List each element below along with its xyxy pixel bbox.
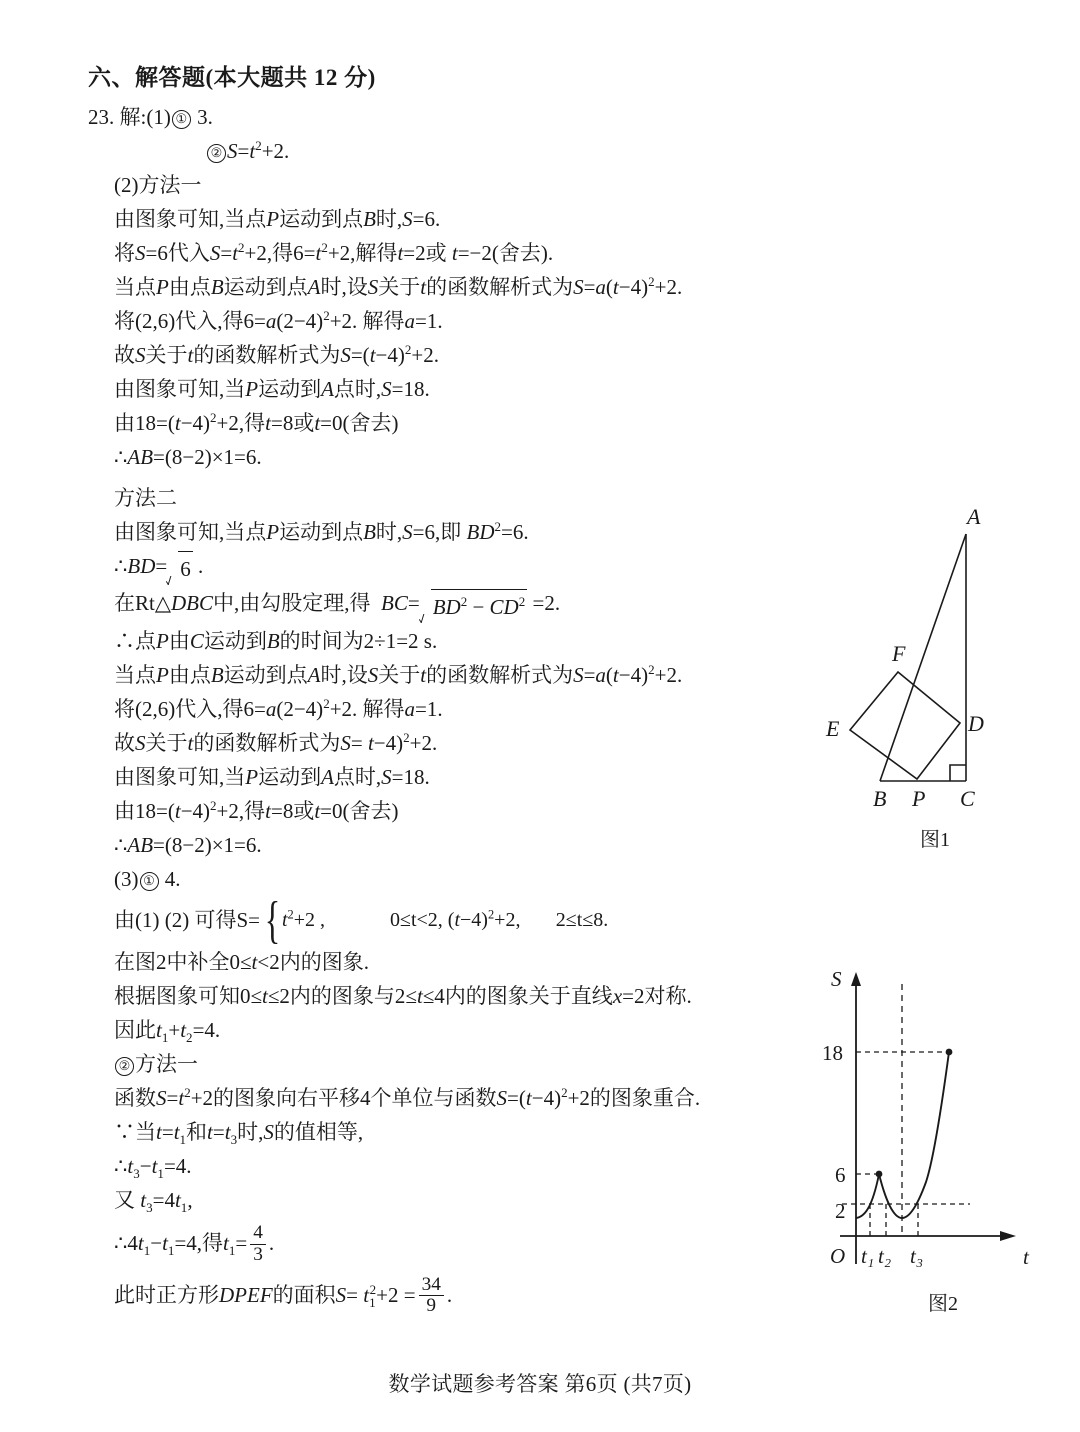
sqrt-icon: 6 [167, 550, 193, 586]
part3-value: 4. [164, 866, 181, 891]
circled-one-icon: ① [140, 872, 159, 891]
figure-1-drawing [810, 486, 1060, 816]
sqrt-icon: $BD^2 - CD^2$ [420, 588, 528, 624]
figure-2-caption: 图2 [928, 1293, 958, 1315]
problem-23-line-2: ② $S=t^2+2$. [88, 134, 828, 168]
left-brace-icon: { [264, 891, 281, 949]
method2-line-1: 由图象可知,当点P运动到点B时,S=6,即 $BD^2=6$. [114, 519, 529, 545]
label-P: P [912, 786, 926, 811]
x-tick-t2: t₂ [878, 1244, 892, 1268]
fraction-thirtyfour-ninths [419, 1275, 444, 1317]
curve-branch-2 [879, 1052, 949, 1218]
circled-two-icon: ② [207, 144, 226, 163]
part3-line-10-suffix: . [446, 1282, 453, 1307]
figure-2 [818, 946, 1068, 1316]
method2-line-2: ∴BD= 6 . [88, 549, 828, 586]
part3-label: (3) ① 4. [114, 866, 181, 891]
method1-line-4: 将(2,6)代入,得$6=a(2-4)^2+2$. 解得a=1. [114, 308, 443, 334]
y-tick-6: 6 [835, 1163, 846, 1187]
right-angle-mark-icon [950, 765, 966, 781]
label-A: A [967, 504, 981, 529]
fraction-numerator: 4 [253, 1222, 263, 1244]
part3-line-5: 函数$S=t^2+2$的图象向右平移4个单位与函数$S=(t-4)^2+2$的图象重合. [114, 1085, 701, 1111]
method2-label: 方法二 [114, 486, 177, 511]
y-axis-arrow-icon [851, 972, 861, 986]
part3-line-7: $\therefore t_3-t_1=4$. [114, 1154, 192, 1182]
figure-1-caption: 图1 [920, 829, 950, 851]
x-tick-t3: t₃ [910, 1244, 924, 1268]
curve-branch-1 [856, 1174, 879, 1218]
origin-label: O [830, 1244, 846, 1268]
part3-line-4: 因此$t_1+t_2=4$. [114, 1018, 221, 1046]
part3-line-2: 在图2中补全0≤t<2内的图象. [114, 950, 369, 975]
method1-line-3: 当点P由点B运动到点A时,设S关于t的函数解析式为$S=a(t-4)^2+2$. [114, 274, 683, 300]
method1-line-5: 故S关于t的函数解析式为$S=(t-4)^2+2$. [114, 342, 439, 368]
method2-line-10: ∴AB=(8−2)×1=6. [114, 832, 262, 857]
figure-1 [810, 486, 1060, 852]
method2-line-4: ∴点P由C运动到B的时间为2÷1=2 s. [114, 628, 438, 653]
piecewise-block [260, 891, 609, 949]
figure-2-labels [822, 967, 1030, 1269]
y-axis-label: S [831, 967, 842, 991]
part2-label: (2)方法一 [114, 173, 202, 198]
method2-line-6: 将(2,6)代入,得$6=a(2-4)^2+2$. 解得a=1. [114, 695, 443, 721]
part3-line-3: 根据图象可知0≤t≤2内的图象与2≤t≤4内的图象关于直线x=2对称. [114, 984, 692, 1009]
section-heading: 六、解答题(本大题共 12 分) [88, 65, 376, 90]
piecewise-row-2: $(t-4)^2+2$, 2≤t≤8. [447, 907, 609, 932]
solution-lead: 解:(1) [119, 105, 171, 130]
y-tick-18: 18 [822, 1041, 843, 1065]
method1-line-7: 由$18=(t-4)^2+2$,得t=8或t=0(舍去) [114, 410, 399, 436]
part3-line-8: 又 $t_3=4t_1$, [114, 1188, 193, 1216]
piecewise-prefix: 由(1) (2) 可得S= [114, 908, 260, 933]
method1-line-1: 由图象可知,当点P运动到点B时,S=6. [114, 207, 441, 232]
piecewise-function-line [88, 891, 828, 949]
method2-line-9: 由$18=(t-4)^2+2$,得t=8或t=0(舍去) [114, 797, 399, 823]
part1-item1-value: 3. [197, 105, 213, 130]
fraction-numerator: 34 [421, 1273, 441, 1295]
method2-line-8: 由图象可知,当P运动到A点时,S=18. [114, 764, 430, 789]
x-axis-arrow-icon [1000, 1231, 1016, 1241]
x-tick-t1: t₁ [861, 1244, 875, 1268]
fraction-denominator: 9 [419, 1295, 444, 1316]
problem-number: 23. [88, 105, 115, 130]
method2-line-5: 当点P由点B运动到点A时,设S关于t的函数解析式为$S=a(t-4)^2+2$. [114, 661, 683, 687]
label-D: D [968, 711, 984, 736]
part3-item2-method: 方法一 [135, 1052, 198, 1077]
label-B: B [873, 786, 887, 811]
method2-line-3: 在Rt△DBC中,由勾股定理,得 $BC= BD^2 - CD^2 =2$. [88, 586, 828, 623]
figure-2-chart [818, 946, 1068, 1286]
method1-line-8: ∴AB=(8−2)×1=6. [114, 445, 262, 470]
fraction-four-thirds [250, 1223, 266, 1265]
piecewise-row-2-cond: 2≤t≤8. [555, 909, 609, 932]
problem-23-line-1 [88, 100, 828, 134]
y-tick-2: 2 [835, 1199, 846, 1223]
label-E: E [826, 716, 840, 741]
method1-line-6: 由图象可知,当P运动到A点时,S=18. [114, 377, 430, 402]
part3-line-6: ∵当$t=t_1$和$t=t_3$时,S的值相等, [114, 1120, 364, 1148]
part3-line-10: 此时正方形DPEF的面积$S= t_1^2+2$ = $\frac{34}{9}$ . [114, 1273, 453, 1317]
label-F: F [892, 641, 906, 666]
dashed-guides [842, 984, 970, 1236]
circled-one-icon: ① [172, 110, 191, 129]
x-axis-label: t [1023, 1245, 1029, 1269]
method2-line-7: 故S关于t的函数解析式为S= t−4)$^2$+2. [114, 729, 438, 755]
page-footer: 数学试题参考答案 第6页 (共7页) [388, 1372, 692, 1396]
label-C: C [960, 786, 975, 811]
piecewise-row-1: $t^2+2$ , 0≤t<2, [281, 907, 443, 932]
part3-item2-label [88, 1047, 828, 1081]
square-DPEF [850, 672, 960, 779]
part3-line-9-suffix: . [268, 1231, 275, 1256]
piecewise-row-1-cond: 0≤t<2, [389, 909, 443, 932]
solution-text-column [88, 62, 828, 1316]
part3-line-9: $\therefore 4t_1-t_1=4$,得$t_1=$ $\frac{4}{3}$ . [114, 1222, 275, 1265]
method1-line-2: 将S=6代入$S=t^2+2$,得$6=t^2+2$,解得t=2或 t=−2(舍去). [114, 240, 554, 266]
circled-two-icon: ② [115, 1057, 134, 1076]
point-peak [876, 1171, 883, 1178]
point-end [946, 1049, 953, 1056]
fraction-denominator: 3 [250, 1244, 266, 1265]
